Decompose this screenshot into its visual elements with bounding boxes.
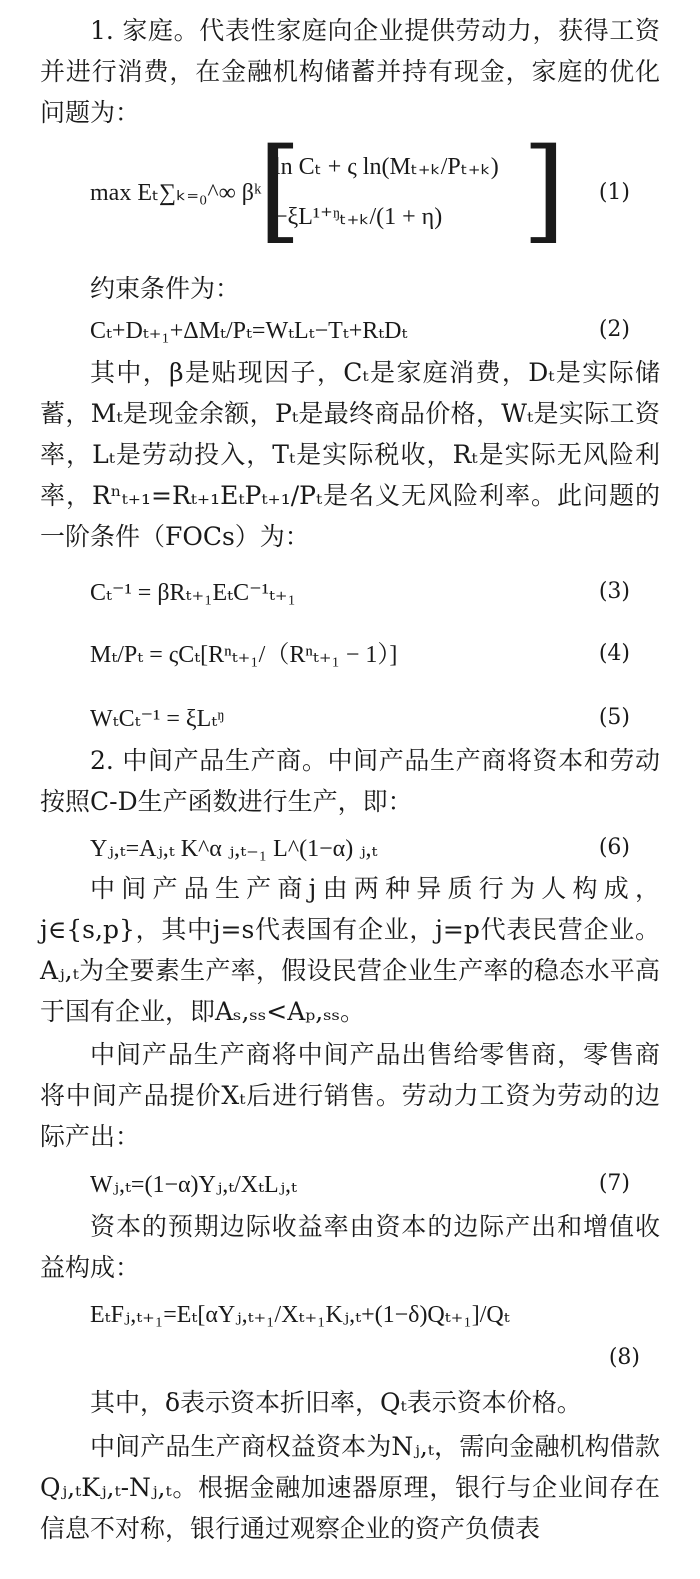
equation-2-body: Cₜ+Dₜ₊₁+ΔMₜ/Pₜ=WₜLₜ−Tₜ+RₜDₜ (90, 318, 408, 344)
equation-7-body: Wⱼ,ₜ=(1−α)Yⱼ,ₜ/XₜLⱼ,ₜ (90, 1172, 297, 1198)
equation-5 (90, 696, 660, 740)
equation-6-body: Yⱼ,ₜ=Aⱼ,ₜ K^α ⱼ,ₜ₋₁ L^(1−α) ⱼ,ₜ (90, 836, 378, 862)
paragraph-constraint-intro: 约束条件为： (90, 274, 241, 303)
equation-3-body: Cₜ⁻¹ = βRₜ₊₁EₜC⁻¹ₜ₊₁ (90, 580, 296, 606)
equation-5-body: WₜCₜ⁻¹ = ξLₜᵑ (90, 706, 224, 732)
paragraph-heterogeneous-agents: 中间产品生产商j由两种异质行为人构成，j∈{s,p}，其中j=s代表国有企业，j=p代表民营企业。Aⱼ,ₜ为全要素生产率，假设民营企业生产率的稳态水平高于国有企业，即Aₛ,ₛₛ<Aₚ,ₛₛ。 (40, 874, 660, 1026)
paragraph-intermediate-producers: 2. 中间产品生产商。中间产品生产商将资本和劳动按照C-D生产函数进行生产，即： (40, 746, 660, 816)
equation-7 (90, 1162, 660, 1206)
equation-4-body: Mₜ/Pₜ = ςCₜ[Rⁿₜ₊₁/（Rⁿₜ₊₁ − 1）] (90, 642, 398, 668)
equation-3 (90, 570, 660, 614)
equation-6-number: (6) (598, 835, 630, 860)
equation-1 (90, 125, 660, 260)
equation-1-line2: −ξL¹⁺ᵑₜ₊ₖ/(1 + η) (274, 204, 443, 230)
right-bracket: ] (522, 125, 566, 255)
paragraph-variable-definitions: 其中，β是贴现因子，Cₜ是家庭消费，Dₜ是实际储蓄，Mₜ是现金余额，Pₜ是最终商品价格，Wₜ是实际工资率，Lₜ是劳动投入，Tₜ是实际税收，Rₜ是实际无风险利率，Rⁿₜ₊₁=Rₜ₊₁EₜPₜ₊₁/Pₜ是名义无风险利率。此问题的一阶条件（FOCs）为： (40, 358, 660, 551)
equation-5-number: (5) (598, 705, 630, 730)
equation-4 (90, 632, 660, 676)
equation-7-number: (7) (598, 1171, 630, 1196)
equation-2-number: (2) (598, 317, 630, 342)
equation-8-number: (8) (608, 1345, 640, 1370)
paragraph-household: 1. 家庭。代表性家庭向企业提供劳动力，获得工资并进行消费，在金融机构储蓄并持有现金，家庭的优化问题为： (40, 16, 660, 127)
equation-4-number: (4) (598, 641, 630, 666)
equation-1-prefix: max Eₜ∑ₖ₌₀^∞ βᵏ (90, 180, 262, 206)
equation-1-number: (1) (598, 180, 630, 205)
equation-1-line1: ln Cₜ + ς ln(Mₜ₊ₖ/Pₜ₊ₖ) (274, 154, 499, 180)
paragraph-retailers: 中间产品生产商将中间产品出售给零售商，零售商将中间产品提价Xₜ后进行销售。劳动力工资为劳动的边际产出： (40, 1040, 660, 1151)
paragraph-depreciation: 其中，δ表示资本折旧率，Qₜ表示资本价格。 (90, 1388, 582, 1417)
paragraph-equity-capital: 中间产品生产商权益资本为Nⱼ,ₜ，需向金融机构借款Qⱼ,ₜKⱼ,ₜ-Nⱼ,ₜ。根据金融加速器原理，银行与企业间存在信息不对称，银行通过观察企业的资产负债表 (40, 1432, 660, 1543)
equation-8 (90, 1292, 660, 1336)
equation-2 (90, 308, 660, 352)
paragraph-capital-return: 资本的预期边际收益率由资本的边际产出和增值收益构成： (40, 1212, 660, 1282)
equation-6 (90, 826, 660, 870)
equation-8-body: EₜFⱼ,ₜ₊₁=Eₜ[αYⱼ,ₜ₊₁/Xₜ₊₁Kⱼ,ₜ+(1−δ)Qₜ₊₁]/Qₜ (90, 1302, 510, 1328)
equation-3-number: (3) (598, 579, 630, 604)
left-bracket: [ (258, 125, 302, 255)
